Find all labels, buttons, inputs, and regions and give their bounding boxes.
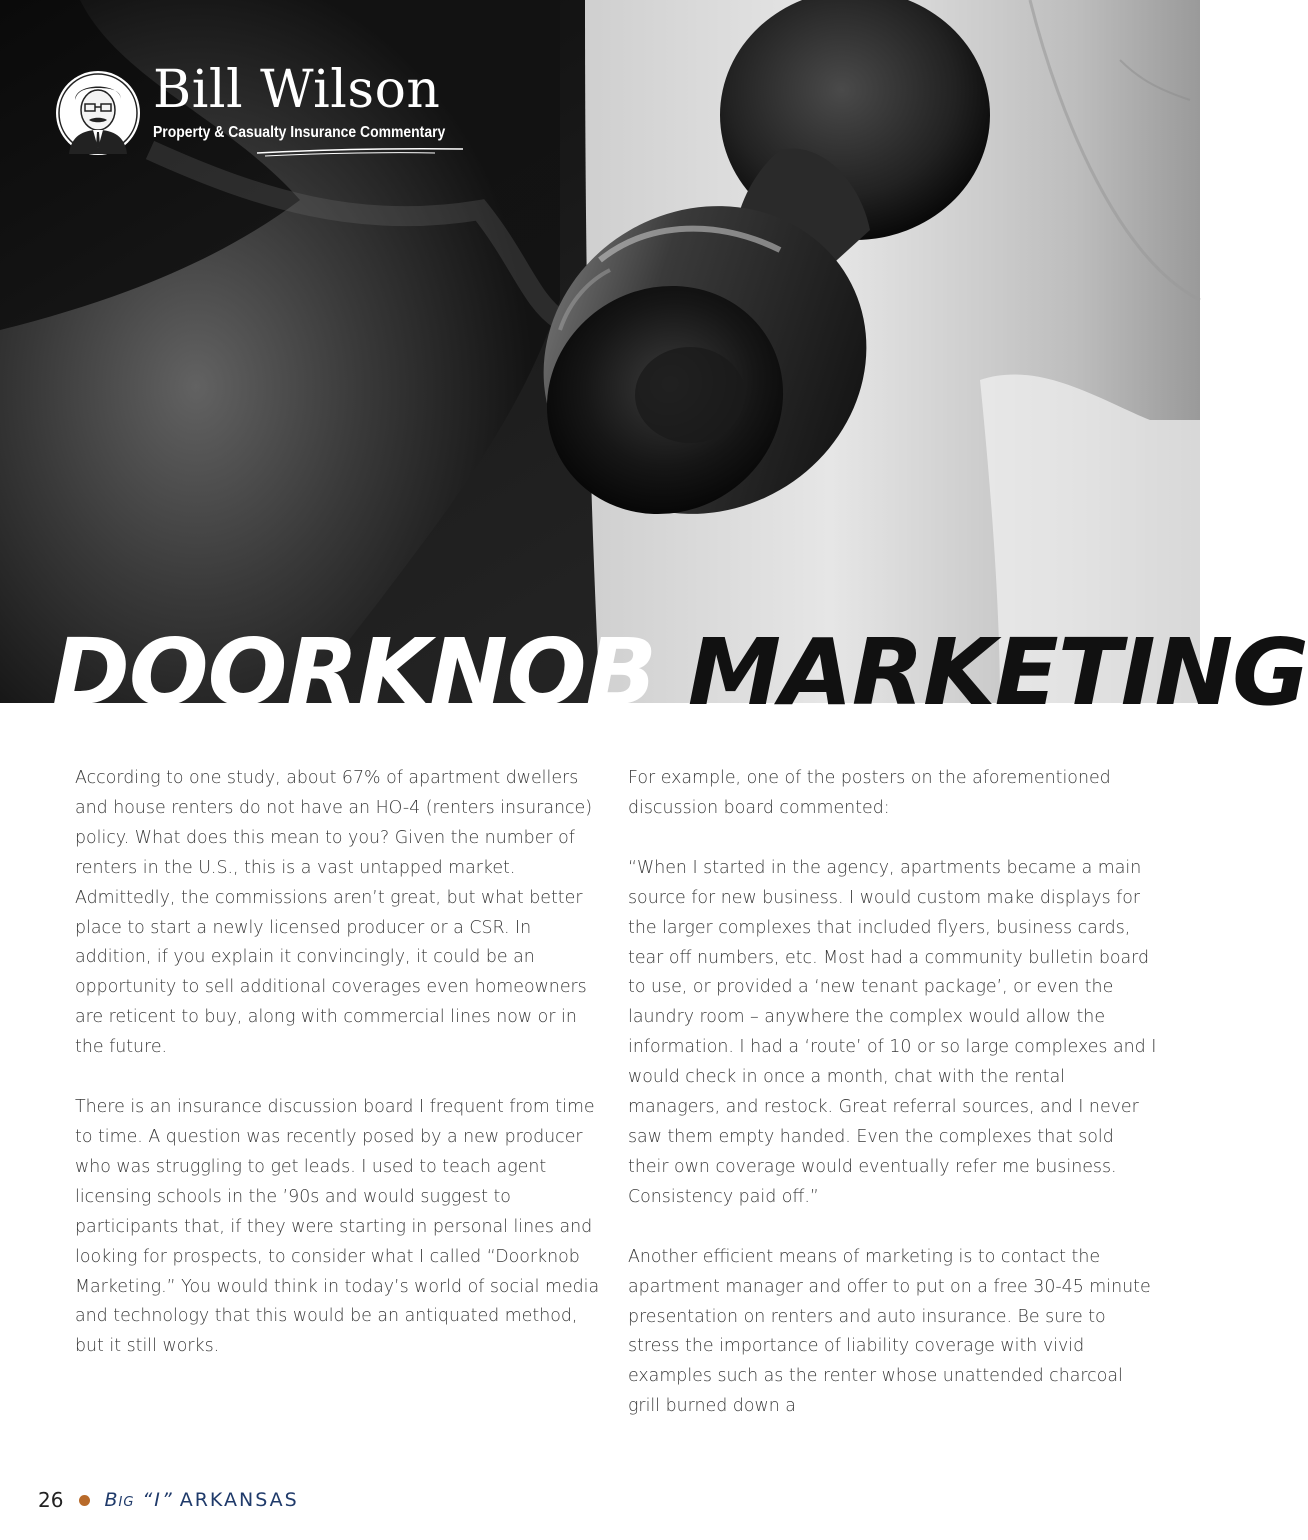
- page-number: 26: [38, 1488, 64, 1512]
- pub-name-big: Big: [104, 1489, 135, 1511]
- publication-name: [104, 1489, 298, 1511]
- headline-word-doorknob: DOORKNOB: [52, 619, 657, 726]
- paragraph: According to one study, about 67% of apartment dwellers and house renters do not have an HO-4 (renters insurance) policy. What does this mean to you? Given the number of renters in the U.S., this is a vast untapped market. Admittedly, the commissions aren’t great, but what better place to start a newly licensed producer or a CSR. In addition, if you explain it convincingly, it could be an opportunity to sell additional coverages even homeowners are reticent to buy, along with commercial lines now or in the future.: [75, 768, 593, 1058]
- cartoon-portrait-icon: [55, 70, 141, 156]
- page-footer: [38, 1485, 299, 1515]
- brand-tagline: Property & Casualty Insurance Commentary: [153, 124, 446, 141]
- article-headline: [52, 619, 1308, 726]
- article-column-left: [75, 764, 605, 1392]
- paragraph: For example, one of the posters on the aforementioned discussion board commented:: [628, 768, 1111, 818]
- bill-wilson-logo: [55, 60, 485, 165]
- paragraph: There is an insurance discussion board I frequent from time to time. A question was recently posed by a new producer who was struggling to get leads. I used to teach agent licensing schools in the ’90s and would suggest to participants that, if they were starting in personal lines and looking for prospects, to consider what I called “Doorknob Marketing.” You would think in today’s world of social media and technology that this would be an antiquated method, but it still works.: [75, 1097, 600, 1357]
- brand-underline-swoosh: [255, 144, 465, 158]
- pub-name-i: “I”: [142, 1489, 174, 1511]
- article-column-right: [628, 764, 1158, 1452]
- hero-section: [0, 0, 1308, 726]
- bullet-dot-icon: [79, 1495, 90, 1506]
- headline-word-marketing: MARKETING: [687, 619, 1308, 726]
- pub-name-state: ARKANSAS: [179, 1489, 299, 1511]
- paragraph: Another efficient means of marketing is to contact the apartment manager and offer to put on a free 30-45 minute presentation on renters and auto insurance. Be sure to stress the importance of liability coverage with vivid examples such as the renter whose unattended charcoal grill burned down a: [628, 1246, 1151, 1417]
- paragraph-quote: “When I started in the agency, apartments became a main source for new business. I would custom make displays for the larger complexes that included flyers, business cards, tear off numbers, etc. Most had a community bulletin board to use, or provided a ‘new tenant package’, or even the laundry room – anywhere the complex would allow the information. I had a ‘route’ of 10 or so large complexes and I would check in once a month, chat with the rental managers, and restock. Great referral sources, and I never saw them empty handed. Even the complexes that sold their own coverage would eventually refer me business. Consistency paid off.”: [628, 857, 1157, 1207]
- brand-name: Bill Wilson: [153, 60, 441, 120]
